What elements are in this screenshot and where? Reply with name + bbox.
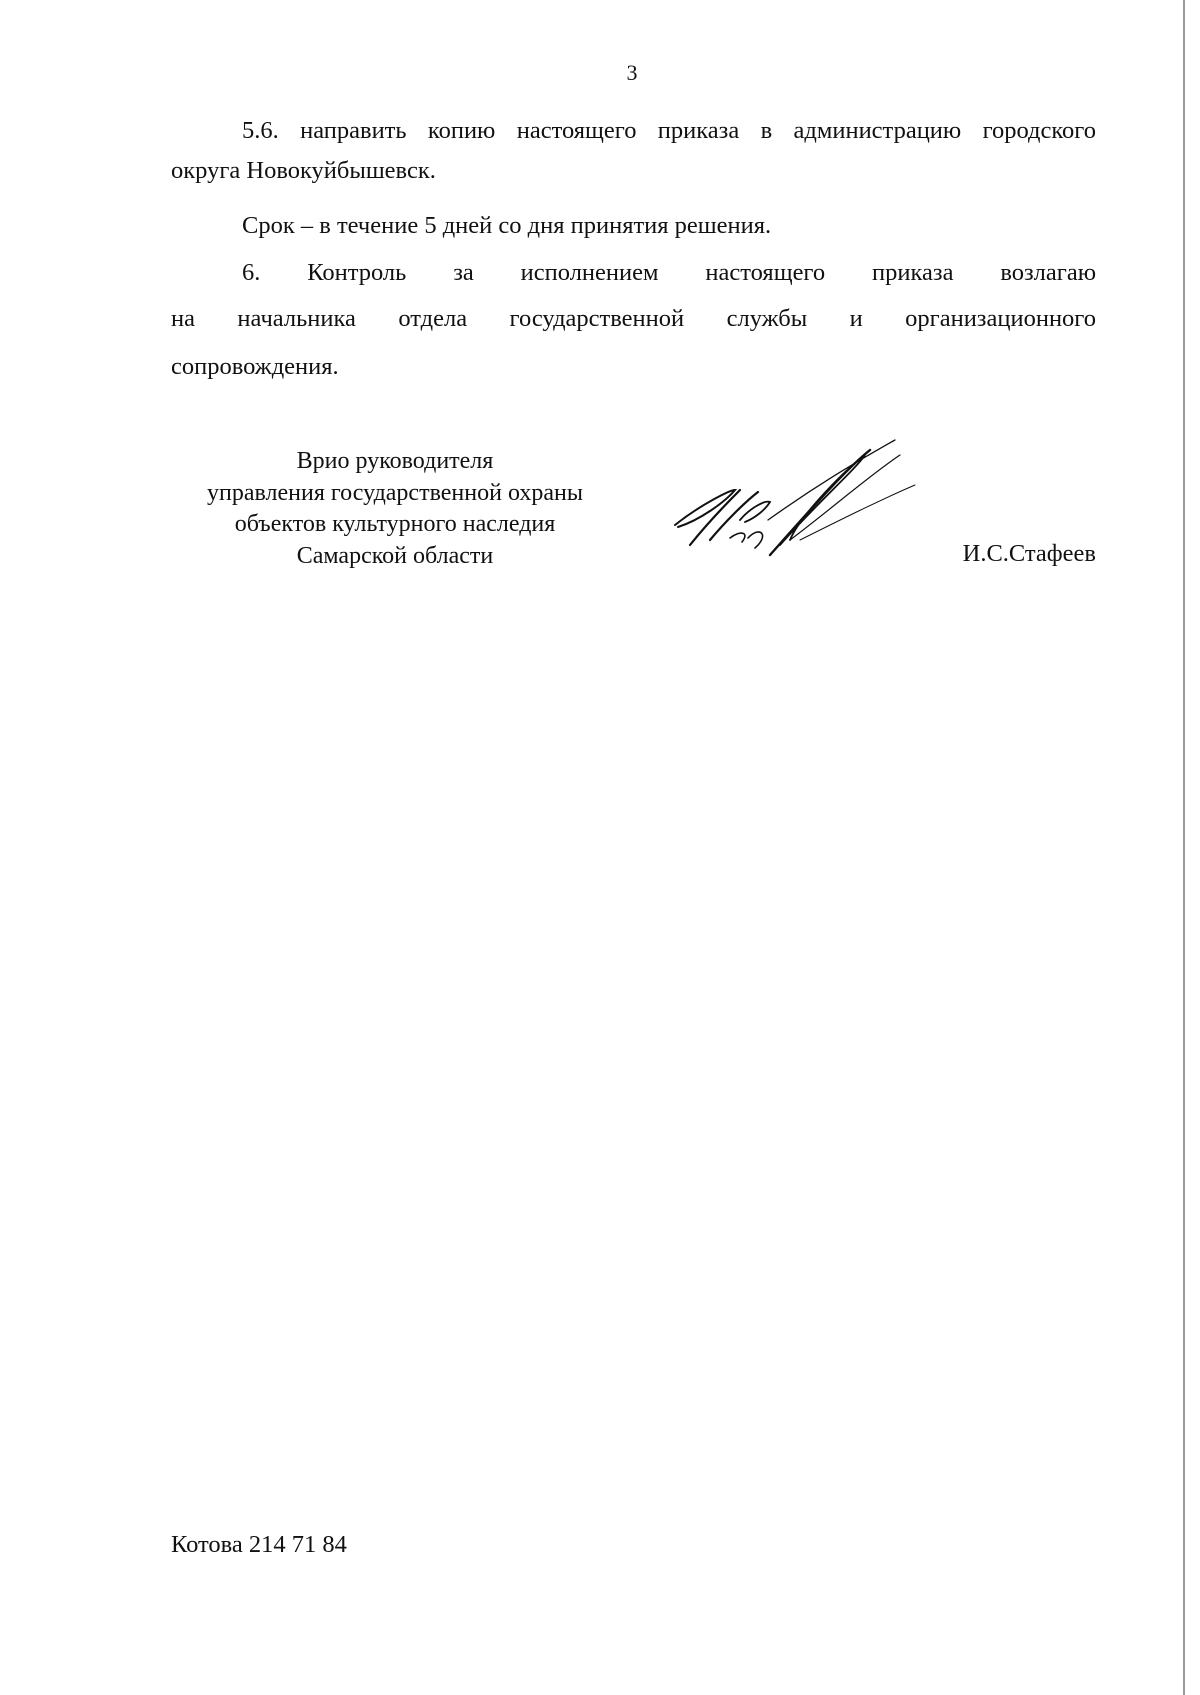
signatory-title-line: Врио руководителя: [296, 448, 494, 474]
signatory-title-line: управления государственной охраны: [207, 479, 583, 506]
deadline-paragraph: Срок – в течение 5 дней со дня принятия решения.: [242, 212, 772, 239]
signatory-title-line: объектов культурного наследия: [234, 511, 556, 537]
paragraph-6-line2: на начальника отдела государственной службы и организационного: [171, 305, 1096, 332]
paragraph-5-6-line1: 5.6. направить копию настоящего приказа в администрацию городского: [242, 117, 1096, 144]
signatory-title-line: Самарской области: [296, 542, 494, 569]
page-edge-line: [1183, 0, 1185, 1695]
paragraph-5-6-line2: округа Новокуйбышевск.: [171, 157, 436, 184]
paragraph-6-line1: 6. Контроль за исполнением настоящего приказа возлагаю: [242, 259, 1096, 286]
signatory-title: [170, 446, 620, 572]
paragraph-6-line3: сопровождения.: [171, 353, 339, 380]
signatory-name: И.С.Стафеев: [962, 540, 1096, 567]
executor-contact: Котова 214 71 84: [171, 1531, 347, 1558]
handwritten-signature: [670, 430, 930, 560]
page-number: 3: [626, 60, 638, 85]
